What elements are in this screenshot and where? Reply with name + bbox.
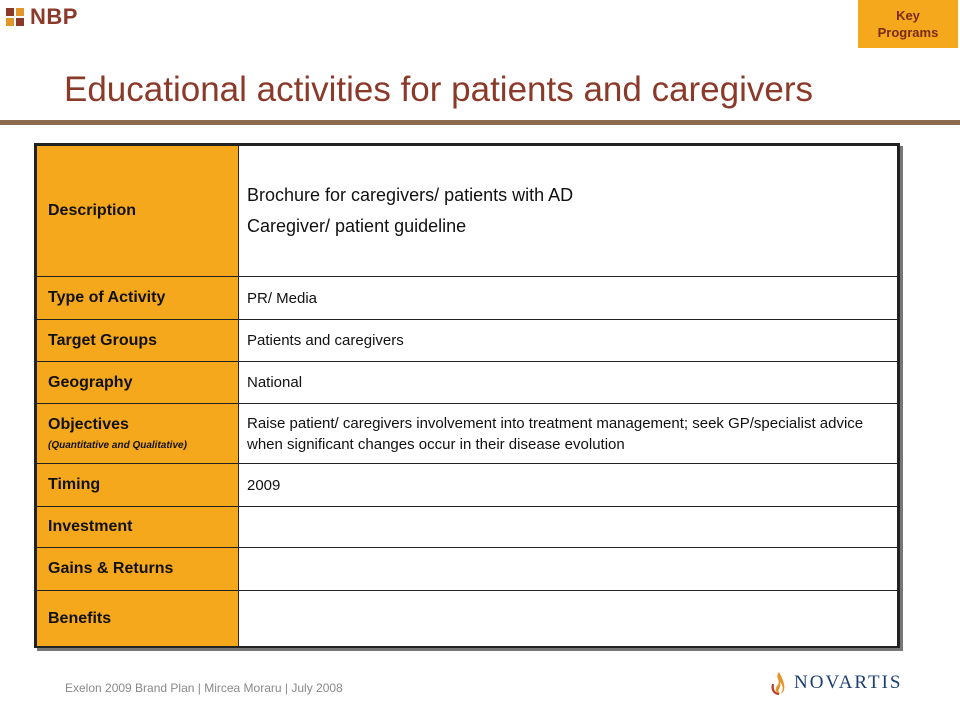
badge-line-1: Key [896, 8, 920, 23]
label-geography: Geography [37, 362, 239, 404]
label-target-groups: Target Groups [37, 320, 239, 362]
nbp-logo [6, 4, 78, 30]
value-geography: National [239, 362, 898, 404]
footer-text: Exelon 2009 Brand Plan | Mircea Moraru | July 2008 [65, 681, 343, 695]
label-investment: Investment [37, 507, 239, 548]
page-title: Educational activities for patients and caregivers [64, 70, 814, 109]
value-gains-returns [239, 548, 898, 591]
table-row-type [37, 277, 898, 320]
value-investment [239, 507, 898, 548]
table-row-investment [37, 507, 898, 548]
description-line-2: Caregiver/ patient guideline [247, 216, 467, 236]
label-description: Description [37, 146, 239, 277]
table-row-geography [37, 362, 898, 404]
nbp-logo-icon [6, 8, 24, 26]
label-timing: Timing [37, 464, 239, 507]
value-benefits [239, 591, 898, 647]
table-row-target [37, 320, 898, 362]
table-row-gains [37, 548, 898, 591]
logo-text: NBP [30, 4, 78, 29]
table-row-timing [37, 464, 898, 507]
key-programs-badge [858, 0, 958, 48]
label-gains-returns: Gains & Returns [37, 548, 239, 591]
table-row-benefits [37, 591, 898, 647]
badge-line-2: Programs [877, 25, 939, 40]
novartis-logo-text: NOVARTIS [794, 672, 903, 693]
value-target-groups: Patients and caregivers [239, 320, 898, 362]
table-row-objectives [37, 404, 898, 464]
label-objectives [37, 404, 239, 464]
label-benefits: Benefits [37, 591, 239, 647]
title-divider [0, 120, 960, 125]
novartis-flame-icon [768, 670, 790, 696]
description-line-1: Brochure for caregivers/ patients with AD [247, 185, 574, 205]
program-table [34, 143, 900, 648]
novartis-logo [768, 670, 902, 696]
objectives-sublabel: (Quantitative and Qualitative) [48, 440, 187, 451]
value-objectives: Raise patient/ caregivers involvement into treatment management; seek GP/specialist advice when significant changes occur in their disease evolution [239, 404, 898, 464]
value-type-of-activity: PR/ Media [239, 277, 898, 320]
label-type-of-activity: Type of Activity [37, 277, 239, 320]
objectives-label-text: Objectives [48, 416, 129, 433]
table-row-description [37, 146, 898, 277]
value-description [239, 146, 898, 277]
value-timing: 2009 [239, 464, 898, 507]
